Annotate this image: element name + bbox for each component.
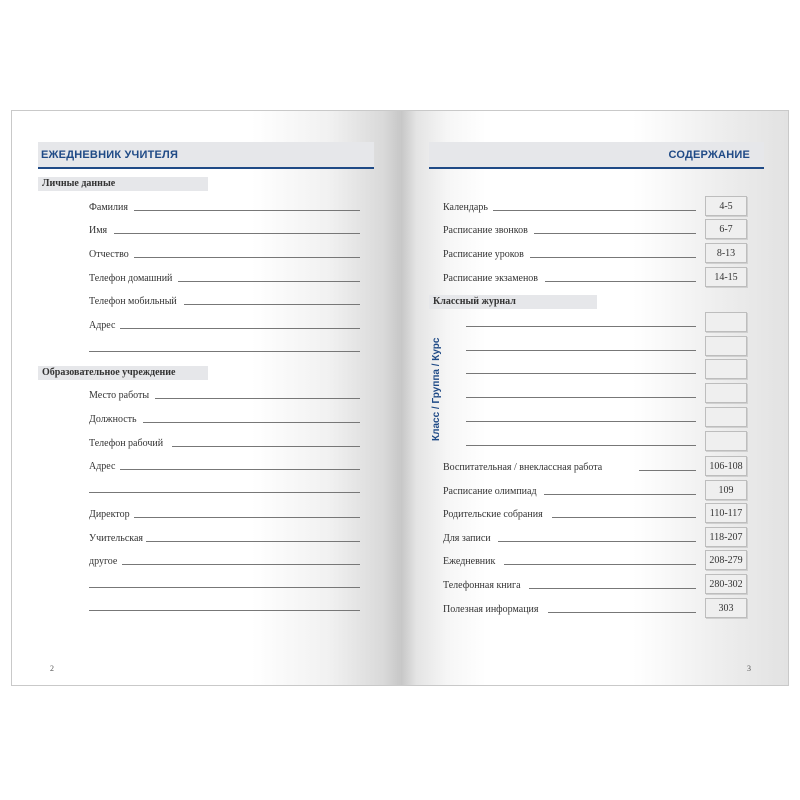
toc-page-box[interactable]: 110-117: [705, 503, 747, 523]
toc-leader-line: [544, 494, 696, 495]
toc-page-box[interactable]: 208-279: [705, 550, 747, 570]
toc-item-label: Полезная информация: [443, 604, 539, 615]
field-work-address-line[interactable]: [120, 469, 360, 470]
journal-line[interactable]: [466, 397, 696, 398]
field-workplace-label: Место работы: [89, 390, 150, 401]
toc-leader-line: [493, 210, 696, 211]
class-group-course-label: Класс / Группа / Курс: [431, 337, 442, 441]
journal-page-box[interactable]: [705, 336, 747, 356]
field-staffroom-label: Учительская: [89, 533, 144, 544]
field-surname-label: Фамилия: [89, 202, 128, 213]
field-director-label: Директор: [89, 509, 130, 520]
toc-leader-line: [529, 588, 696, 589]
right-header-bar: [429, 142, 764, 169]
toc-page-box[interactable]: 6-7: [705, 219, 747, 239]
toc-item-label: Родительские собрания: [443, 509, 543, 520]
field-patronymic-label: Отчество: [89, 249, 129, 260]
toc-leader-line: [534, 233, 696, 234]
field-address-line-2[interactable]: [89, 351, 360, 352]
contents-title: СОДЕРЖАНИЕ: [668, 149, 750, 161]
field-mobile-phone-line[interactable]: [184, 304, 360, 305]
field-position-line[interactable]: [143, 422, 360, 423]
toc-item-label: Расписание экзаменов: [443, 273, 539, 284]
field-work-address-label: Адрес: [89, 461, 116, 472]
left-header-bar: [38, 142, 374, 169]
toc-leader-line: [530, 257, 696, 258]
page-number-right: 3: [747, 664, 751, 673]
toc-page-box[interactable]: 303: [705, 598, 747, 618]
toc-leader-line: [639, 470, 696, 471]
toc-page-box[interactable]: 4-5: [705, 196, 747, 216]
toc-page-box[interactable]: 106-108: [705, 456, 747, 476]
field-work-address-line-2[interactable]: [89, 492, 360, 493]
right-page: [400, 110, 789, 686]
field-address-line[interactable]: [120, 328, 360, 329]
toc-item-label: Расписание звонков: [443, 225, 528, 236]
toc-page-box[interactable]: 8-13: [705, 243, 747, 263]
toc-leader-line: [552, 517, 696, 518]
diary-title: ЕЖЕДНЕВНИК УЧИТЕЛЯ: [41, 149, 179, 161]
field-surname-line[interactable]: [134, 210, 360, 211]
field-work-phone-label: Телефон рабочий: [89, 438, 164, 449]
toc-item-label: Расписание уроков: [443, 249, 524, 260]
toc-item-label: Расписание олимпиад: [443, 486, 537, 497]
field-other-line-3[interactable]: [89, 610, 360, 611]
field-home-phone-label: Телефон домашний: [89, 273, 173, 284]
page-number-left: 2: [50, 664, 54, 673]
field-work-phone-line[interactable]: [172, 446, 360, 447]
personal-section-bar: [38, 177, 208, 191]
journal-line[interactable]: [466, 421, 696, 422]
field-address-label: Адрес: [89, 320, 116, 331]
field-other-line-2[interactable]: [89, 587, 360, 588]
field-position-label: Должность: [89, 414, 137, 425]
journal-page-box[interactable]: [705, 407, 747, 427]
toc-item-label: Телефонная книга: [443, 580, 521, 591]
toc-leader-line: [548, 612, 696, 613]
toc-leader-line: [545, 281, 696, 282]
toc-item-label: Календарь: [443, 202, 488, 213]
toc-page-box[interactable]: 109: [705, 480, 747, 500]
field-home-phone-line[interactable]: [178, 281, 360, 282]
toc-page-box[interactable]: 14-15: [705, 267, 747, 287]
personal-heading: Личные данные: [42, 178, 116, 189]
journal-line[interactable]: [466, 445, 696, 446]
toc-item-label: Воспитательная / внеклассная работа: [443, 462, 603, 473]
field-name-label: Имя: [89, 225, 108, 236]
toc-page-box[interactable]: 280-302: [705, 574, 747, 594]
field-staffroom-line[interactable]: [146, 541, 360, 542]
left-page: [11, 110, 400, 686]
journal-heading: Классный журнал: [433, 296, 516, 307]
journal-line[interactable]: [466, 350, 696, 351]
toc-leader-line: [498, 541, 696, 542]
field-mobile-phone-label: Телефон мобильный: [89, 296, 177, 307]
journal-page-box[interactable]: [705, 431, 747, 451]
journal-line[interactable]: [466, 373, 696, 374]
journal-page-box[interactable]: [705, 383, 747, 403]
toc-page-box[interactable]: 118-207: [705, 527, 747, 547]
toc-leader-line: [504, 564, 696, 565]
institution-heading: Образовательное учреждение: [42, 367, 176, 378]
field-director-line[interactable]: [134, 517, 360, 518]
field-patronymic-line[interactable]: [134, 257, 360, 258]
journal-page-box[interactable]: [705, 312, 747, 332]
journal-line[interactable]: [466, 326, 696, 327]
journal-section-bar: [429, 295, 597, 309]
toc-item-label: Ежедневник: [443, 556, 496, 567]
institution-section-bar: [38, 366, 208, 380]
field-other-line[interactable]: [122, 564, 360, 565]
field-other-label: другое: [89, 556, 118, 567]
toc-item-label: Для записи: [443, 533, 491, 544]
journal-page-box[interactable]: [705, 359, 747, 379]
field-workplace-line[interactable]: [155, 398, 360, 399]
field-name-line[interactable]: [114, 233, 360, 234]
